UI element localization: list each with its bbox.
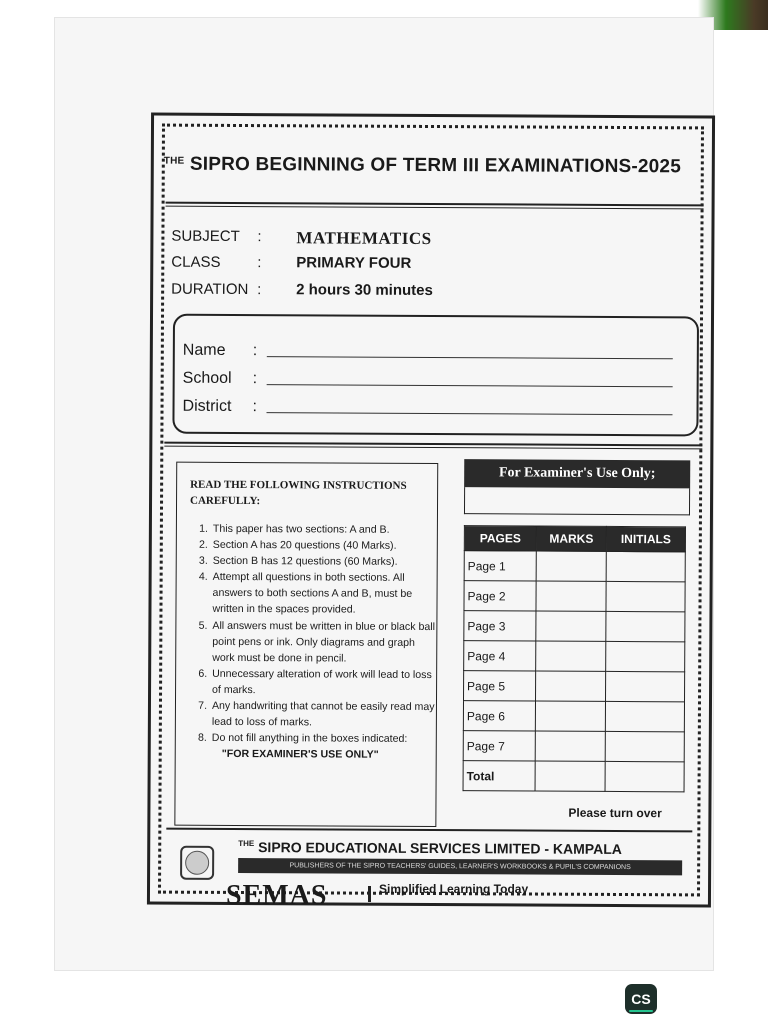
table-row: [464, 581, 685, 612]
initials-cell: [606, 581, 685, 611]
name-row: [182, 341, 258, 360]
col-initials: INITIALS: [606, 526, 685, 551]
initials-cell: [605, 761, 684, 791]
publisher-logo-icon: [180, 846, 214, 880]
table-row: [464, 551, 685, 582]
marks-cell: [536, 551, 606, 581]
turn-over-note: Please turn over: [568, 805, 662, 821]
brand-name: SEMAS: [226, 880, 328, 911]
exam-title: [164, 154, 704, 179]
instruction-item: 5. All answers must be written in blue or black ball point pens or ink. Only diagrams and graph work must be done in pencil.: [210, 617, 436, 666]
page-frame: [147, 113, 715, 908]
table-row: [463, 701, 684, 732]
page-cell: Page 2: [464, 581, 536, 611]
publisher-tagline: PUBLISHERS OF THE SIPRO TEACHERS' GUIDES, LEARNER'S WORKBOOKS & PUPIL'S COMPANIONS: [238, 858, 682, 875]
examiner-code-box: [464, 487, 690, 515]
col-marks: MARKS: [536, 526, 606, 551]
class-value: PRIMARY FOUR: [296, 254, 412, 272]
instructions-list: [192, 521, 437, 764]
colon: :: [252, 370, 258, 388]
table-row: [464, 611, 685, 642]
marks-header-row: [464, 526, 685, 552]
instruction-item: 3. Section B has 12 questions (60 Marks).: [211, 553, 437, 570]
instruction-item: 2. Section A has 20 questions (40 Marks).: [211, 537, 437, 554]
initials-cell: [605, 701, 684, 731]
initials-cell: [605, 731, 684, 761]
table-row: [464, 641, 685, 672]
duration-label: DURATION: [171, 280, 249, 299]
name-label: Name: [182, 341, 226, 359]
brand-footer: [226, 880, 556, 920]
initials-cell: [606, 671, 685, 701]
marks-cell: [536, 671, 606, 701]
marks-cell: [535, 761, 605, 791]
page-cell: Page 6: [463, 701, 535, 731]
page-cell: Page 3: [464, 611, 536, 641]
title-prefix: THE: [163, 155, 185, 167]
total-row: [463, 761, 684, 792]
district-field[interactable]: [267, 412, 673, 415]
subject-label: SUBJECT: [171, 227, 240, 245]
page-cell: Page 4: [464, 641, 536, 671]
duration-value: 2 hours 30 minutes: [296, 281, 433, 300]
marks-cell: [536, 641, 606, 671]
brand-slogan: Simplified Learning Today: [379, 882, 529, 896]
candidate-details-box: [172, 314, 699, 437]
school-label: School: [182, 369, 232, 387]
instruction-quote: "FOR EXAMINER'S USE ONLY": [221, 748, 379, 762]
class-label: CLASS: [171, 253, 221, 271]
district-label: District: [182, 397, 232, 415]
instruction-item: 4. Attempt all questions in both sections. All answers to both sections A and B, must be written in the spaces provided.: [210, 569, 436, 618]
publisher-name: [238, 839, 622, 857]
initials-cell: [606, 611, 685, 641]
page-cell: Page 1: [464, 551, 536, 581]
school-row: [182, 369, 258, 388]
name-field[interactable]: [267, 356, 673, 359]
instruction-item: 6. Unnecessary alteration of work will lead to loss of marks.: [210, 666, 436, 699]
instructions-heading: READ THE FOLLOWING INSTRUCTIONS CAREFULLY:: [190, 478, 407, 508]
marks-cell: [536, 581, 606, 611]
brand-divider: [368, 886, 371, 902]
instruction-item: 1. This paper has two sections: A and B.: [211, 521, 437, 538]
camscanner-badge-icon: CS: [625, 984, 657, 1014]
marks-cell: [535, 701, 605, 731]
initials-cell: [606, 551, 685, 581]
exam-cover-page: [55, 18, 713, 970]
colon: :: [257, 228, 262, 246]
marks-cell: [536, 611, 606, 641]
instructions-box: [174, 462, 438, 827]
subject-value: MATHEMATICS: [296, 228, 432, 248]
table-row: [464, 671, 685, 702]
col-pages: PAGES: [464, 526, 536, 551]
page-cell: Page 5: [464, 671, 536, 701]
publisher-name-text: SIPRO EDUCATIONAL SERVICES LIMITED - KAMPALA: [258, 839, 622, 858]
colon: :: [257, 281, 262, 299]
total-label: Total: [463, 761, 535, 791]
marks-cell: [535, 731, 605, 761]
table-row: [463, 731, 684, 762]
school-field[interactable]: [267, 384, 673, 387]
examiner-heading: For Examiner's Use Only;: [464, 459, 690, 488]
district-row: [182, 397, 258, 416]
instruction-item: 8. Do not fill anything in the boxes indicated: "FOR EXAMINER'S USE ONLY": [210, 730, 436, 763]
marks-table: [463, 525, 686, 792]
instruction-item: 7. Any handwriting that cannot be easily read may lead to loss of marks.: [210, 698, 436, 731]
page-cell: Page 7: [463, 731, 535, 761]
colon: :: [252, 398, 258, 416]
colon: :: [257, 254, 262, 272]
colon: :: [252, 342, 258, 360]
title-text: SIPRO BEGINNING OF TERM III EXAMINATIONS-2025: [189, 153, 682, 178]
publisher-prefix: THE: [238, 838, 255, 849]
initials-cell: [606, 641, 685, 671]
